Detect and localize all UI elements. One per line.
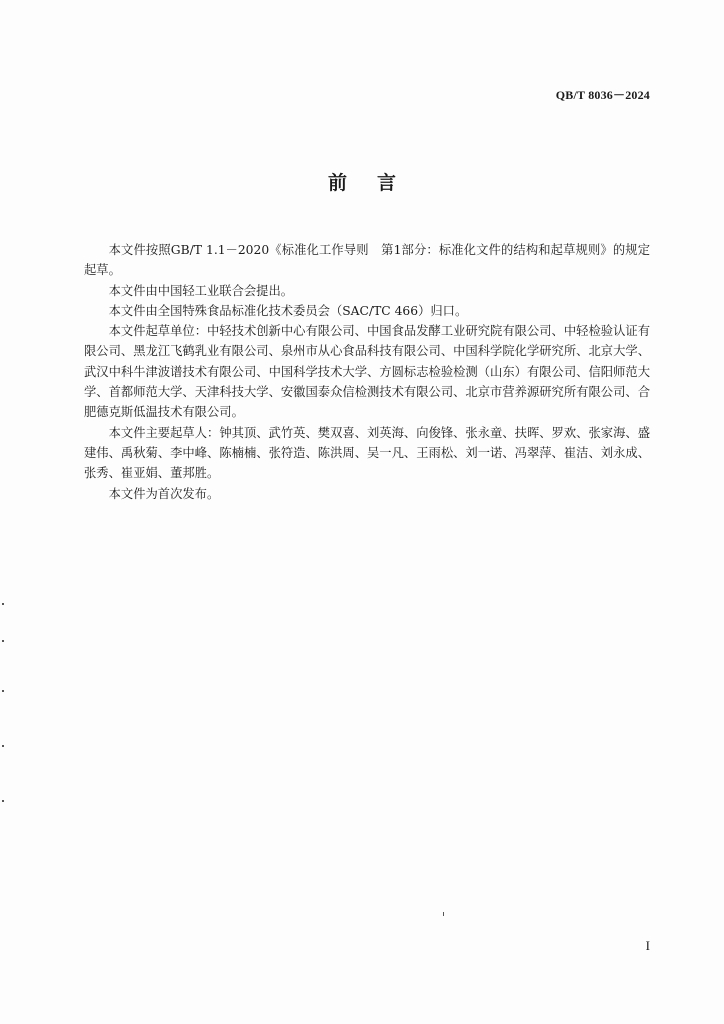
scan-artifact — [2, 690, 4, 692]
scan-artifact — [2, 800, 4, 802]
scan-artifact — [2, 603, 4, 605]
paragraph-drafting-rules: 本文件按照GB/T 1.1－2020《标准化工作导则 第1部分：标准化文件的结构和起草规则》的规定起草。 — [84, 243, 650, 278]
paragraph-technical-committee: 本文件由全国特殊食品标准化技术委员会（SAC/TC 466）归口。 — [108, 303, 468, 318]
page-number: I — [645, 938, 650, 953]
page-title: 前言 — [327, 172, 426, 194]
standard-code: QB/T 8036－2024 — [555, 88, 650, 102]
scan-artifact — [2, 745, 4, 747]
paragraph-first-release: 本文件为首次发布。 — [108, 486, 220, 501]
foreword-body — [84, 240, 650, 504]
scan-artifact — [443, 912, 444, 916]
paragraph-proposer: 本文件由中国轻工业联合会提出。 — [108, 283, 294, 298]
scan-artifact — [2, 640, 4, 642]
paragraph-drafting-units: 本文件起草单位：中轻技术创新中心有限公司、中国食品发酵工业研究院有限公司、中轻检验认证有限公司、黑龙江飞鹤乳业有限公司、泉州市从心食品科技有限公司、中国科学院化学研究所、北京大学、武汉中科牛津波谱技术有限公司、中国科学技术大学、方圆标志检验检测（山东）有限公司、信阳师范大学、首都师范大学、天津科技大学、安徽国泰众信检测技术有限公司、北京市营养源研究所有限公司、合肥德克斯低温技术有限公司。 — [84, 324, 650, 420]
paragraph-main-drafters: 本文件主要起草人：钟其顶、武竹英、樊双喜、刘英海、向俊锋、张永童、扶晖、罗欢、张家海、盛建伟、禹秋菊、李中峰、陈楠楠、张符造、陈洪周、吴一凡、王雨松、刘一诺、冯翠萍、崔洁、刘永成、张秀、崔亚娟、董邦胜。 — [84, 425, 650, 481]
